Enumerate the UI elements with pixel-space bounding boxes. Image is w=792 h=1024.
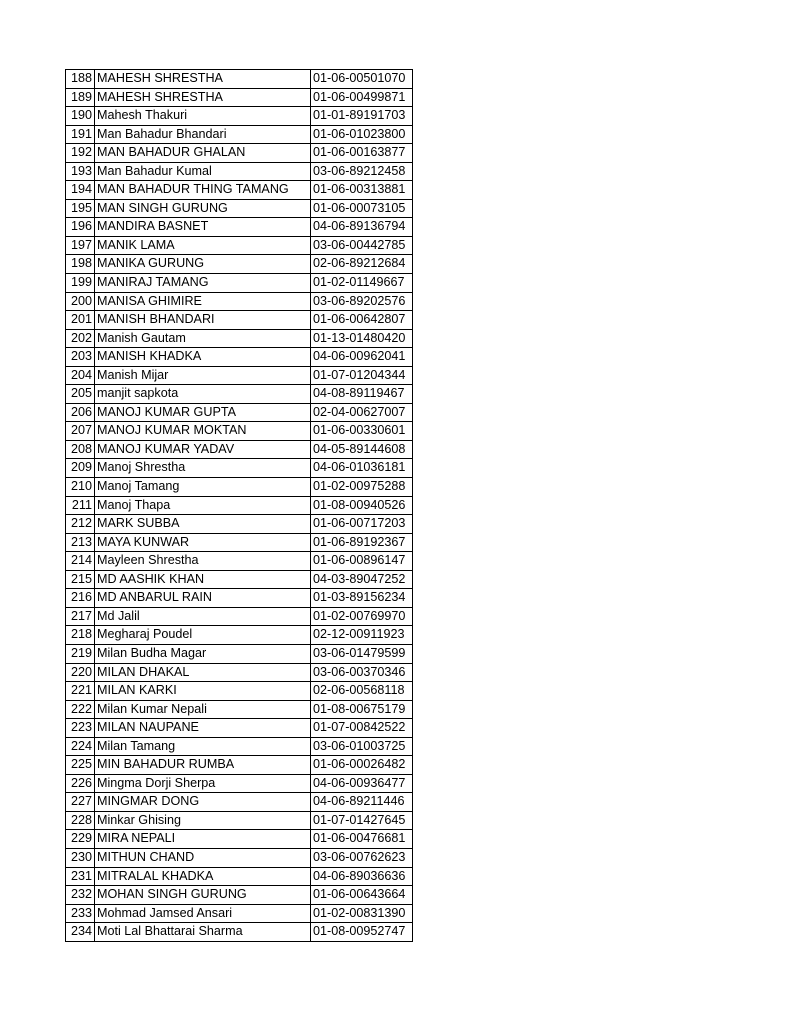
row-number-cell: 214 — [66, 552, 95, 571]
name-cell: MANIK LAMA — [95, 236, 311, 255]
table-row — [66, 570, 413, 589]
name-cell: MIN BAHADUR RUMBA — [95, 756, 311, 775]
row-number-cell: 193 — [66, 162, 95, 181]
table-row — [66, 366, 413, 385]
row-number-cell: 209 — [66, 459, 95, 478]
table-row — [66, 533, 413, 552]
table-row — [66, 515, 413, 534]
name-cell: MANIRAJ TAMANG — [95, 274, 311, 293]
table-row — [66, 496, 413, 515]
name-cell: Mingma Dorji Sherpa — [95, 774, 311, 793]
table-row — [66, 811, 413, 830]
table-row — [66, 440, 413, 459]
code-cell: 04-06-00962041 — [311, 348, 413, 367]
name-cell: manjit sapkota — [95, 385, 311, 404]
row-number-cell: 196 — [66, 218, 95, 237]
row-number-cell: 219 — [66, 644, 95, 663]
name-cell: MIRA NEPALI — [95, 830, 311, 849]
code-cell: 01-02-00769970 — [311, 607, 413, 626]
name-cell: MINGMAR DONG — [95, 793, 311, 812]
code-cell: 03-06-00370346 — [311, 663, 413, 682]
row-number-cell: 197 — [66, 236, 95, 255]
name-cell: MANOJ KUMAR MOKTAN — [95, 422, 311, 441]
table-row — [66, 886, 413, 905]
code-cell: 01-07-00842522 — [311, 719, 413, 738]
code-cell: 01-08-00675179 — [311, 700, 413, 719]
code-cell: 02-12-00911923 — [311, 626, 413, 645]
code-cell: 01-07-01204344 — [311, 366, 413, 385]
code-cell: 01-02-00831390 — [311, 904, 413, 923]
code-cell: 01-06-00330601 — [311, 422, 413, 441]
code-cell: 03-06-89212458 — [311, 162, 413, 181]
code-cell: 01-06-00643664 — [311, 886, 413, 905]
table-row — [66, 867, 413, 886]
table-row — [66, 644, 413, 663]
code-cell: 02-06-00568118 — [311, 682, 413, 701]
row-number-cell: 204 — [66, 366, 95, 385]
table-row — [66, 793, 413, 812]
row-number-cell: 189 — [66, 88, 95, 107]
name-cell: Milan Tamang — [95, 737, 311, 756]
name-cell: MANISA GHIMIRE — [95, 292, 311, 311]
name-cell: MITRALAL KHADKA — [95, 867, 311, 886]
table-row — [66, 311, 413, 330]
name-cell: MAHESH SHRESTHA — [95, 88, 311, 107]
name-cell: MANISH BHANDARI — [95, 311, 311, 330]
row-number-cell: 216 — [66, 589, 95, 608]
code-cell: 04-06-00936477 — [311, 774, 413, 793]
name-cell: Man Bahadur Bhandari — [95, 125, 311, 144]
table-row — [66, 236, 413, 255]
name-cell: MD ANBARUL RAIN — [95, 589, 311, 608]
row-number-cell: 207 — [66, 422, 95, 441]
table-row — [66, 422, 413, 441]
name-cell: MD AASHIK KHAN — [95, 570, 311, 589]
code-cell: 02-06-89212684 — [311, 255, 413, 274]
row-number-cell: 226 — [66, 774, 95, 793]
row-number-cell: 194 — [66, 181, 95, 200]
code-cell: 04-03-89047252 — [311, 570, 413, 589]
table-row — [66, 199, 413, 218]
code-cell: 04-06-89036636 — [311, 867, 413, 886]
name-cell: MILAN DHAKAL — [95, 663, 311, 682]
table-row — [66, 144, 413, 163]
code-cell: 01-06-00896147 — [311, 552, 413, 571]
code-cell: 03-06-00762623 — [311, 848, 413, 867]
row-number-cell: 221 — [66, 682, 95, 701]
row-number-cell: 233 — [66, 904, 95, 923]
row-number-cell: 206 — [66, 403, 95, 422]
code-cell: 01-02-01149667 — [311, 274, 413, 293]
name-cell: Manoj Tamang — [95, 478, 311, 497]
table-row — [66, 700, 413, 719]
code-cell: 01-06-00163877 — [311, 144, 413, 163]
name-cell: Milan Kumar Nepali — [95, 700, 311, 719]
table-row — [66, 904, 413, 923]
name-cell: Mahesh Thakuri — [95, 107, 311, 126]
code-cell: 04-06-01036181 — [311, 459, 413, 478]
table-row — [66, 682, 413, 701]
row-number-cell: 199 — [66, 274, 95, 293]
code-cell: 01-06-00501070 — [311, 70, 413, 89]
name-cell: MITHUN CHAND — [95, 848, 311, 867]
code-cell: 03-06-01479599 — [311, 644, 413, 663]
register-sheet — [65, 69, 413, 942]
name-cell: MAN BAHADUR THING TAMANG — [95, 181, 311, 200]
row-number-cell: 227 — [66, 793, 95, 812]
row-number-cell: 223 — [66, 719, 95, 738]
name-cell: MANOJ KUMAR GUPTA — [95, 403, 311, 422]
table-row — [66, 552, 413, 571]
name-cell: MANOJ KUMAR YADAV — [95, 440, 311, 459]
name-cell: MANISH KHADKA — [95, 348, 311, 367]
name-cell: Mayleen Shrestha — [95, 552, 311, 571]
name-cell: MANDIRA BASNET — [95, 218, 311, 237]
row-number-cell: 231 — [66, 867, 95, 886]
table-row — [66, 830, 413, 849]
name-cell: MILAN NAUPANE — [95, 719, 311, 738]
row-number-cell: 230 — [66, 848, 95, 867]
row-number-cell: 225 — [66, 756, 95, 775]
name-cell: Milan Budha Magar — [95, 644, 311, 663]
code-cell: 04-05-89144608 — [311, 440, 413, 459]
row-number-cell: 192 — [66, 144, 95, 163]
code-cell: 04-08-89119467 — [311, 385, 413, 404]
table-row — [66, 459, 413, 478]
table-row — [66, 737, 413, 756]
name-cell: MAN SINGH GURUNG — [95, 199, 311, 218]
table-row — [66, 756, 413, 775]
name-cell: Megharaj Poudel — [95, 626, 311, 645]
table-row — [66, 292, 413, 311]
code-cell: 01-06-00313881 — [311, 181, 413, 200]
table-row — [66, 589, 413, 608]
name-cell: Manoj Thapa — [95, 496, 311, 515]
table-row — [66, 478, 413, 497]
table-row — [66, 329, 413, 348]
table-row — [66, 663, 413, 682]
name-cell: MAN BAHADUR GHALAN — [95, 144, 311, 163]
code-cell: 01-06-00476681 — [311, 830, 413, 849]
name-cell: MAHESH SHRESTHA — [95, 70, 311, 89]
table-row — [66, 403, 413, 422]
code-cell: 01-08-00952747 — [311, 923, 413, 942]
name-cell: Mohmad Jamsed Ansari — [95, 904, 311, 923]
row-number-cell: 222 — [66, 700, 95, 719]
table-row — [66, 274, 413, 293]
name-cell: Manoj Shrestha — [95, 459, 311, 478]
row-number-cell: 213 — [66, 533, 95, 552]
row-number-cell: 201 — [66, 311, 95, 330]
code-cell: 01-06-01023800 — [311, 125, 413, 144]
code-cell: 04-06-89211446 — [311, 793, 413, 812]
table-row — [66, 88, 413, 107]
table-row — [66, 719, 413, 738]
row-number-cell: 228 — [66, 811, 95, 830]
name-cell: MOHAN SINGH GURUNG — [95, 886, 311, 905]
row-number-cell: 229 — [66, 830, 95, 849]
table-row — [66, 181, 413, 200]
row-number-cell: 210 — [66, 478, 95, 497]
code-cell: 01-06-89192367 — [311, 533, 413, 552]
register-table — [65, 69, 413, 942]
name-cell: Md Jalil — [95, 607, 311, 626]
code-cell: 01-08-00940526 — [311, 496, 413, 515]
code-cell: 01-07-01427645 — [311, 811, 413, 830]
name-cell: Man Bahadur Kumal — [95, 162, 311, 181]
code-cell: 01-13-01480420 — [311, 329, 413, 348]
row-number-cell: 205 — [66, 385, 95, 404]
code-cell: 01-01-89191703 — [311, 107, 413, 126]
table-row — [66, 162, 413, 181]
code-cell: 01-06-00499871 — [311, 88, 413, 107]
row-number-cell: 232 — [66, 886, 95, 905]
row-number-cell: 203 — [66, 348, 95, 367]
code-cell: 01-06-00642807 — [311, 311, 413, 330]
name-cell: MILAN KARKI — [95, 682, 311, 701]
row-number-cell: 191 — [66, 125, 95, 144]
name-cell: MAYA KUNWAR — [95, 533, 311, 552]
table-row — [66, 218, 413, 237]
register-table-body — [66, 70, 413, 942]
table-row — [66, 774, 413, 793]
row-number-cell: 212 — [66, 515, 95, 534]
name-cell: Manish Mijar — [95, 366, 311, 385]
row-number-cell: 215 — [66, 570, 95, 589]
row-number-cell: 200 — [66, 292, 95, 311]
code-cell: 01-06-00717203 — [311, 515, 413, 534]
code-cell: 01-06-00073105 — [311, 199, 413, 218]
name-cell: MANIKA GURUNG — [95, 255, 311, 274]
name-cell: Minkar Ghising — [95, 811, 311, 830]
name-cell: Moti Lal Bhattarai Sharma — [95, 923, 311, 942]
row-number-cell: 234 — [66, 923, 95, 942]
table-row — [66, 607, 413, 626]
name-cell: MARK SUBBA — [95, 515, 311, 534]
table-row — [66, 848, 413, 867]
table-row — [66, 923, 413, 942]
code-cell: 03-06-00442785 — [311, 236, 413, 255]
row-number-cell: 198 — [66, 255, 95, 274]
code-cell: 01-03-89156234 — [311, 589, 413, 608]
table-row — [66, 385, 413, 404]
code-cell: 03-06-01003725 — [311, 737, 413, 756]
table-row — [66, 626, 413, 645]
code-cell: 01-02-00975288 — [311, 478, 413, 497]
row-number-cell: 220 — [66, 663, 95, 682]
table-row — [66, 125, 413, 144]
row-number-cell: 195 — [66, 199, 95, 218]
row-number-cell: 211 — [66, 496, 95, 515]
row-number-cell: 190 — [66, 107, 95, 126]
row-number-cell: 208 — [66, 440, 95, 459]
row-number-cell: 217 — [66, 607, 95, 626]
code-cell: 01-06-00026482 — [311, 756, 413, 775]
row-number-cell: 202 — [66, 329, 95, 348]
row-number-cell: 224 — [66, 737, 95, 756]
table-row — [66, 107, 413, 126]
table-row — [66, 70, 413, 89]
table-row — [66, 255, 413, 274]
row-number-cell: 188 — [66, 70, 95, 89]
code-cell: 04-06-89136794 — [311, 218, 413, 237]
code-cell: 03-06-89202576 — [311, 292, 413, 311]
name-cell: Manish Gautam — [95, 329, 311, 348]
row-number-cell: 218 — [66, 626, 95, 645]
code-cell: 02-04-00627007 — [311, 403, 413, 422]
table-row — [66, 348, 413, 367]
